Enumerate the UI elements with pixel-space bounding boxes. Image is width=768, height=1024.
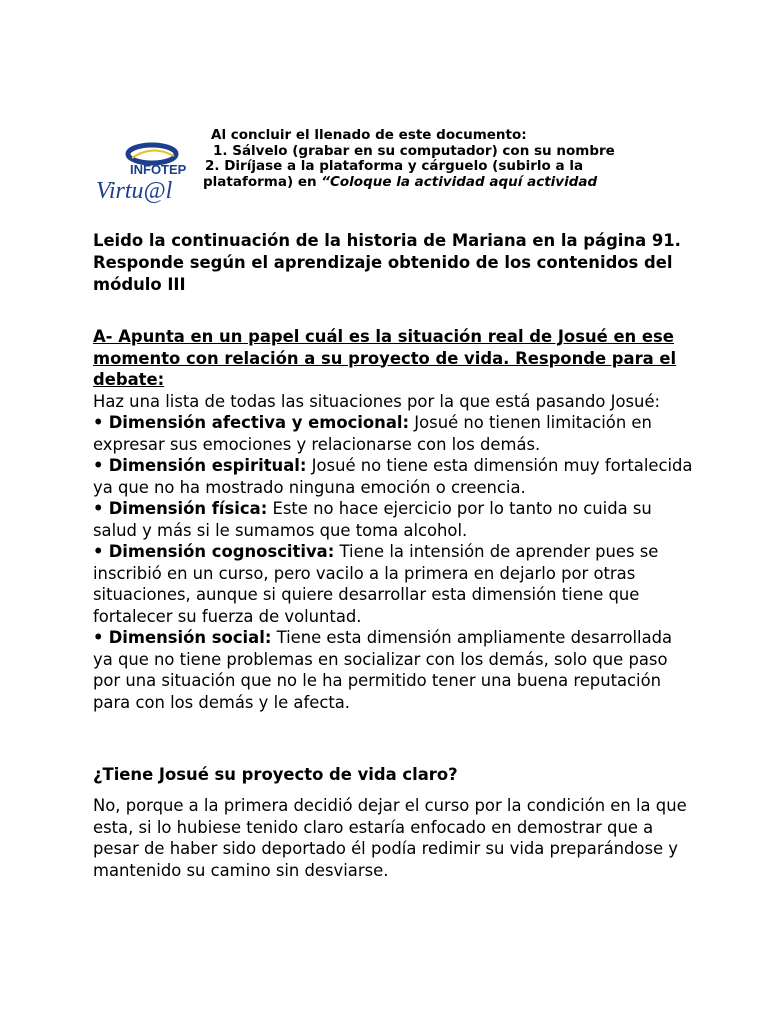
dimension-label: Dimensión espiritual:	[108, 456, 307, 475]
instructions-title: Al concluir el llenado de este documento:	[211, 127, 527, 143]
dimension-list	[93, 412, 693, 713]
dimension-item	[93, 498, 693, 541]
bullet-icon: •	[93, 413, 104, 432]
dimension-label: Dimensión cognoscitiva:	[108, 542, 335, 561]
intro-paragraph: Leido la continuación de la historia de Mariana en la página 91. Responde según el aprendizaje obtenido de los contenidos del módulo III	[93, 231, 681, 294]
bullet-icon: •	[93, 456, 104, 475]
dimension-text: Josué no tienen limitación en expresar sus emociones y relacionarse con los demás.	[93, 413, 652, 454]
bullet-icon: •	[93, 499, 104, 518]
instructions-step-2-continuation	[203, 175, 723, 191]
dimension-text: Josué no tiene esta dimensión muy fortalecida ya que no ha mostrado ninguna emoción o creencia.	[93, 456, 693, 497]
instructions-step-2-cont-text: plataforma) en	[203, 173, 322, 190]
section-a	[93, 326, 693, 713]
logo-brand-text: INFOTEP	[130, 162, 187, 177]
answer-paragraph: No, porque a la primera decidió dejar el curso por la condición en la que esta, si lo hubiese tenido claro estaría enfocado en demostrar que a pesar de haber sido deportado él podía redimir su vida preparándose y mantenido su camino sin desviarse.	[93, 796, 687, 880]
dimension-label: Dimensión afectiva y emocional:	[108, 413, 410, 432]
instructions-block	[203, 128, 723, 190]
instructions-step-2-quote: “Coloque la actividad aquí actividad	[321, 173, 598, 190]
bullet-icon: •	[93, 542, 104, 561]
dimension-label: Dimensión física:	[108, 499, 268, 518]
dimension-text: Este no hace ejercicio por lo tanto no cuida su salud y más si le sumamos que toma alcohol.	[93, 499, 652, 540]
instructions-step-1: 1. Sálvelo (grabar en su computador) con su nombre	[213, 142, 615, 159]
dimension-text: Tiene la intensión de aprender pues se inscribió en un curso, pero vacilo a la primera en dejarlo por otras situaciones, aunque si quiere desarrollar esta dimensión tiene que fortalecer su fuerza de voluntad.	[93, 542, 659, 626]
dimension-label: Dimensión social:	[108, 628, 272, 647]
section-a-prompt: Haz una lista de todas las situaciones por la que está pasando Josué:	[93, 391, 661, 411]
infotep-logo-graphic	[94, 140, 198, 206]
bullet-icon: •	[93, 628, 104, 647]
instructions-step-2: 2. Diríjase a la plataforma y cárguelo (subirlo a la	[205, 158, 584, 174]
section-a-heading: A- Apunta en un papel cuál es la situación real de Josué en ese momento con relación a su proyecto de vida. Responde para el debate:	[93, 327, 677, 389]
infotep-virtual-logo	[94, 140, 198, 206]
dimension-item	[93, 455, 693, 498]
dimension-item	[93, 627, 693, 713]
logo-swoosh-icon	[132, 150, 174, 158]
dimension-text: Tiene esta dimensión ampliamente desarrollada ya que no tiene problemas en socializar con los demás, solo que paso por una situación que no le ha permitido tener una buena reputación para con los demás y le afecta.	[93, 628, 673, 712]
dimension-item	[93, 541, 693, 627]
logo-script-text: Virtu@l	[96, 178, 173, 204]
question-heading: ¿Tiene Josué su proyecto de vida claro?	[93, 765, 458, 784]
dimension-item	[93, 412, 693, 455]
